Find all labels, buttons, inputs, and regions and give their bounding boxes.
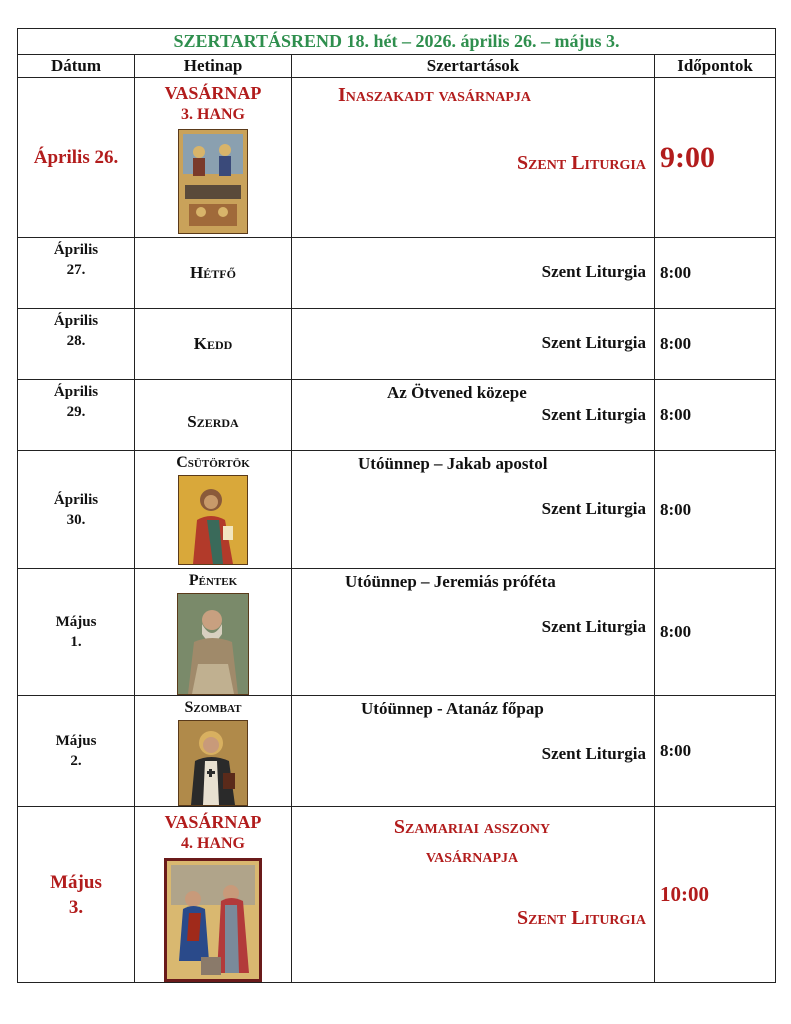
- time-cell: 8:00: [655, 238, 776, 309]
- date-cell: Április 28.: [18, 309, 135, 380]
- time-cell: 8:00: [655, 569, 776, 696]
- date-cell: Április 30.: [18, 451, 135, 569]
- service-label: Szent Liturgia: [541, 405, 646, 424]
- table-row: [18, 569, 776, 696]
- table-row: [18, 380, 776, 451]
- date-cell: Május 2.: [18, 696, 135, 807]
- weekday-cell: Szerda: [135, 380, 292, 451]
- services-cell: [292, 569, 655, 696]
- feast-title: Szamariai asszony vasárnapja: [393, 816, 551, 867]
- apostle-james-icon: [178, 475, 248, 565]
- header-date: Dátum: [18, 55, 135, 78]
- service-label: Szent Liturgia: [541, 744, 646, 763]
- weekday-label: Szombat: [184, 699, 242, 716]
- services-cell: [292, 309, 655, 380]
- services-cell: [292, 78, 655, 238]
- service-label: Szent Liturgia: [541, 617, 646, 636]
- weekday-label: Péntek: [188, 572, 238, 589]
- time-cell: 8:00: [655, 696, 776, 807]
- feast-title: Utóünnep - Atanáz főpap: [361, 699, 544, 718]
- services-cell: [292, 807, 655, 983]
- date-cell: Április 26.: [18, 78, 135, 238]
- tone-label: 4. HANG: [181, 835, 245, 852]
- service-label: Szent Liturgia: [541, 262, 646, 281]
- weekday-cell: [135, 696, 292, 807]
- time-cell: 9:00: [655, 78, 776, 238]
- services-cell: [292, 451, 655, 569]
- feast-title: Az Ötvened közepe: [387, 383, 527, 402]
- feast-title: Utóünnep – Jakab apostol: [358, 454, 548, 473]
- samaritan-woman-icon: [164, 858, 262, 982]
- time-cell: 8:00: [655, 451, 776, 569]
- services-cell: [292, 696, 655, 807]
- weekday-cell: Hétfő: [135, 238, 292, 309]
- header-weekday: Hetinap: [135, 55, 292, 78]
- date-cell: Május 3.: [18, 807, 135, 983]
- services-cell: [292, 238, 655, 309]
- table-row: [18, 238, 776, 309]
- table-row: [18, 696, 776, 807]
- schedule-table: [17, 28, 776, 983]
- date-cell: Április 29.: [18, 380, 135, 451]
- service-label: Szent Liturgia: [541, 499, 646, 518]
- weekday-label: VASÁRNAP: [164, 812, 262, 832]
- table-row: [18, 309, 776, 380]
- time-cell: 8:00: [655, 309, 776, 380]
- weekday-cell: [135, 807, 292, 983]
- date-cell: Május 1.: [18, 569, 135, 696]
- service-label: Szent Liturgia: [516, 907, 646, 929]
- service-label: Szent Liturgia: [516, 152, 646, 174]
- date-cell: Április 27.: [18, 238, 135, 309]
- feast-title: Inaszakadt vasárnapja: [338, 84, 531, 106]
- table-row: [18, 451, 776, 569]
- time-cell: 8:00: [655, 380, 776, 451]
- tone-label: 3. HANG: [181, 106, 245, 123]
- table-row: [18, 807, 776, 983]
- weekday-label: VASÁRNAP: [164, 83, 262, 103]
- weekday-cell: Kedd: [135, 309, 292, 380]
- saint-athanasius-icon: [178, 720, 248, 806]
- weekday-cell: [135, 451, 292, 569]
- weekday-cell: [135, 78, 292, 238]
- services-cell: [292, 380, 655, 451]
- time-cell: 10:00: [655, 807, 776, 983]
- table-row: [18, 78, 776, 238]
- weekday-label: Csütörtök: [176, 454, 250, 471]
- header-times: Időpontok: [655, 55, 776, 78]
- feast-title: Utóünnep – Jeremiás próféta: [345, 572, 556, 591]
- page-title: SZERTARTÁSREND 18. hét – 2026. április 26. – május 3.: [18, 29, 776, 55]
- prophet-jeremiah-icon: [177, 593, 249, 695]
- paralytic-healing-icon: [178, 129, 248, 234]
- header-services: Szertartások: [292, 55, 655, 78]
- weekday-cell: [135, 569, 292, 696]
- service-label: Szent Liturgia: [541, 333, 646, 352]
